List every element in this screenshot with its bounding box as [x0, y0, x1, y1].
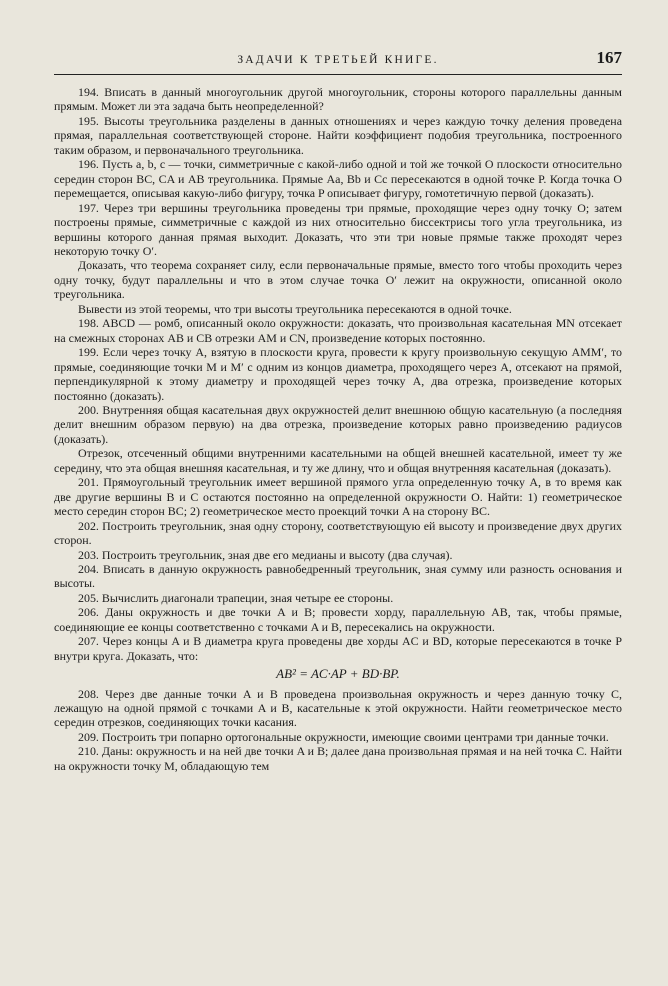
- problem-197: 197. Через три вершины треугольника проведены три прямые, проходящие через одну точку O; затем построены прямые, симметричные с каждой из них относительно биссектрисы того угла треугольника, из вершины которого данная прямая выходит. Доказать, что эти три новые прямые также проходят через некоторую точку O′.: [54, 200, 622, 258]
- problem-200-continuation: Отрезок, отсеченный общими внутренними касательными на общей внешней касательной, имеет ту же середину, что эта общая внешняя касательная, и ту же длину, что и общая внутренняя касательная (доказать).: [54, 446, 622, 475]
- problem-207: 207. Через концы A и B диаметра круга проведены две хорды AC и BD, которые пересекаются в точке P внутри круга. Доказать, что:: [54, 634, 622, 663]
- problem-197-continuation: Доказать, что теорема сохраняет силу, если первоначальные прямые, вместо того чтобы проходить через одну точку, будут параллельны и что в этом случае точка O′ лежит на окружности, описанной около треугольника.: [54, 258, 622, 302]
- problem-198: 198. ABCD — ромб, описанный около окружности: доказать, что произвольная касательная MN отсекает на смежных сторонах AB и CB отрезки AM и CN, произведение которых постоянно.: [54, 316, 622, 345]
- problem-199: 199. Если через точку A, взятую в плоскости круга, провести к кругу произвольную секущую AMM′, то прямые, соединяющие точки M и M′ с одним из концов диаметра, проходящего через A, отсекают на прямой, перпендикулярной к этому диаметру и проходящей через точку A, два отрезка, произведение которых постоянно (доказать).: [54, 345, 622, 403]
- problem-195: 195. Высоты треугольника разделены в данных отношениях и через каждую точку деления проведена прямая, параллельная соответствующей стороне. Найти коэффициент подобия треугольника, построенного таким образом, и первоначального треугольника.: [54, 113, 622, 157]
- problem-209: 209. Построить три попарно ортогональные окружности, имеющие своими центрами три данные точки.: [78, 729, 609, 744]
- problem-200: 200. Внутренняя общая касательная двух окружностей делит внешнюю общую касательную (а последняя делит внешним образом первую) на два отрезка, произведение которых равно произведению радиусов (доказать).: [54, 402, 622, 446]
- problem-204: 204. Вписать в данную окружность равнобедренный треугольник, зная сумму или разность основания и высоты.: [54, 561, 622, 591]
- problem-205: 205. Вычислить диагонали трапеции, зная четыре ее стороны.: [78, 590, 394, 605]
- problem-201: 201. Прямоугольный треугольник имеет вершиной прямого угла определенную точку A, в то время как две другие вершины B и C остаются постоянно на определенной окружности O. Найти: 1) геометрическое место середин сторон BC; 2) геометрическое место проекций точки A на сторону BC.: [54, 475, 622, 519]
- problem-210: 210. Даны: окружность и на ней две точки A и B; далее дана произвольная прямая и на ней точка C. Найти на окружности точку M, обладающую тем: [54, 744, 622, 773]
- problem-196: 196. Пусть a, b, c — точки, симметричные с какой-либо одной и той же точкой O плоскости относительно середин сторон BC, CA и AB треугольника. Прямые Aa, Bb и Cc пересекаются в одной точке P. Когда точка O перемещается, описывая какую-либо фигуру, точка P описывает фигуру, гомотетичную первой (доказать).: [54, 157, 622, 201]
- formula: AB² = AC·AP + BD·BP.: [276, 666, 400, 682]
- problem-194: 194. Вписать в данный многоугольник другой многоугольник, стороны которого параллельны данным прямым. Может ли эта задача быть неопределенной?: [54, 85, 622, 114]
- problem-206: 206. Даны окружность и две точки A и B; провести хорду, параллельную AB, так, чтобы прямые, соединяющие ее концы соответственно с точками A и B, пересекались на окружности.: [54, 605, 622, 634]
- problem-208: 208. Через две данные точки A и B проведена произвольная окружность и через данную точку C, лежащую на одной прямой с точками A и B, касательные к этой окружности. Найти геометрическое место середин отрезков, соединяющих точки касания.: [54, 686, 622, 730]
- problem-197-corollary: Вывести из этой теоремы, что три высоты треугольника пересекаются в одной точке.: [78, 301, 512, 316]
- running-title: ЗАДАЧИ К ТРЕТЬЕЙ КНИГЕ.: [237, 54, 439, 66]
- problem-202: 202. Построить треугольник, зная одну сторону, соответствующую ей высоту и произведение двух других сторон.: [54, 518, 622, 548]
- page-body: [54, 85, 622, 773]
- page-number: 167: [596, 48, 622, 67]
- problem-203: 203. Построить треугольник, зная две его медианы и высоту (два случая).: [78, 547, 453, 562]
- page-header: [54, 48, 622, 75]
